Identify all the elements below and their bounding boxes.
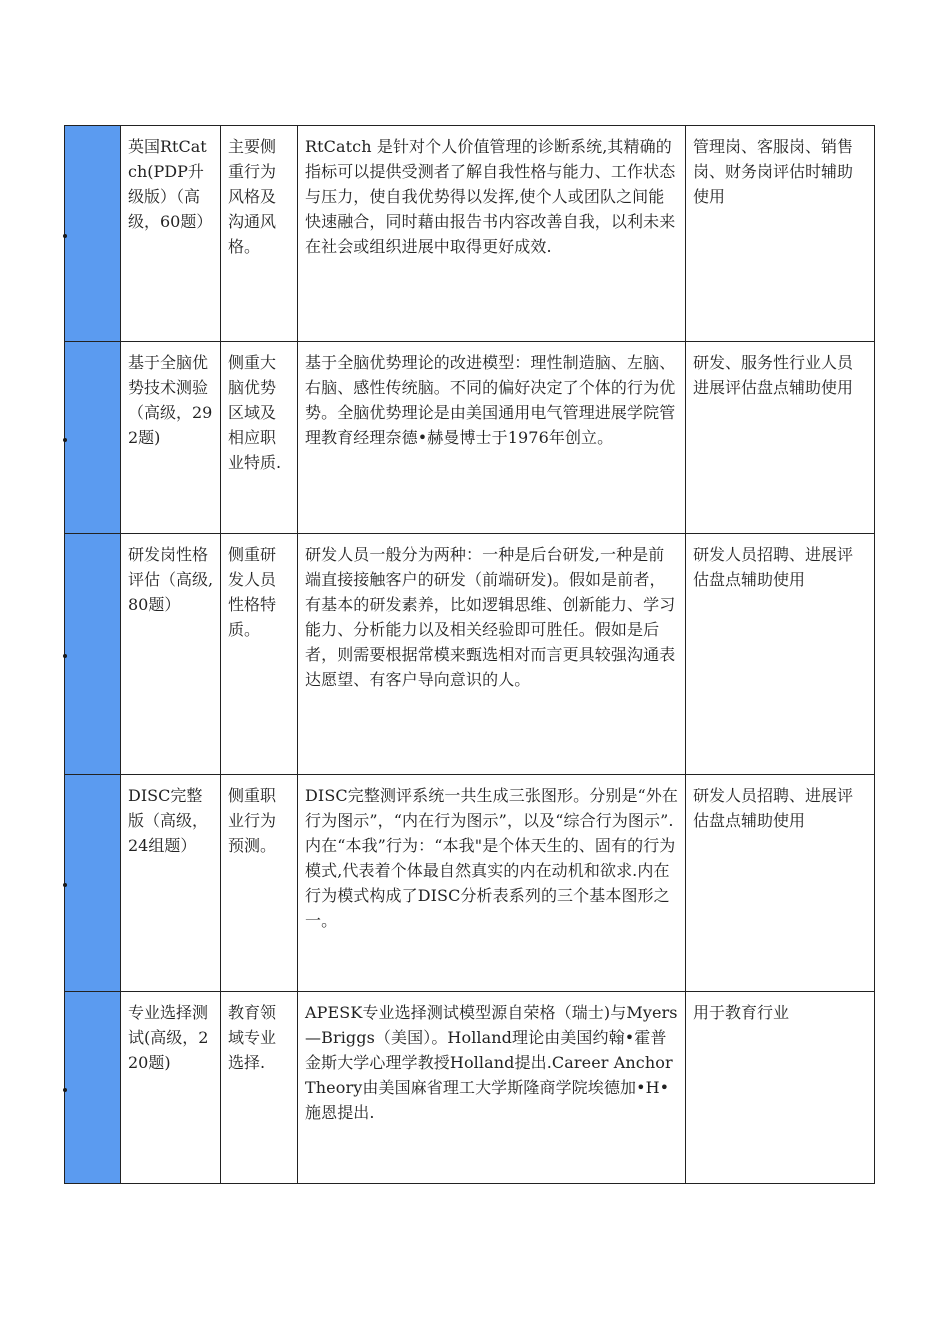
row-marker-cell — [65, 342, 121, 534]
bullet-icon — [63, 438, 67, 442]
row-marker-cell — [65, 126, 121, 342]
test-name-cell: 研发岗性格评估（高级,80题） — [121, 534, 221, 775]
bullet-icon — [63, 654, 67, 658]
row-marker-cell — [65, 534, 121, 775]
test-name-cell: 英国RtCatch(PDP升级版）（高级，60题） — [121, 126, 221, 342]
row-marker-cell — [65, 992, 121, 1184]
bullet-icon — [63, 234, 67, 238]
test-name-cell: 专业选择测试(高级，220题) — [121, 992, 221, 1184]
description-cell: RtCatch 是针对个人价值管理的诊断系统,其精确的指标可以提供受测者了解自我性格与能力、工作状态与压力，使自我优势得以发挥,使个人或团队之间能快速融合，同时藉由报告书内容改善自我，以利未来在社会或组织进展中取得更好成效. — [298, 126, 686, 342]
bullet-icon — [63, 1088, 67, 1092]
focus-cell: 侧重职业行为预测。 — [221, 775, 298, 992]
description-cell: DISC完整测评系统一共生成三张图形。分别是“外在行为图示”，“内在行为图示”，以及“综合行为图示”.内在“本我”行为：“本我"是个体天生的、固有的行为模式,代表着个体最自然真实的内在动机和欲求.内在行为模式构成了DISC分析表系列的三个基本图形之一。 — [298, 775, 686, 992]
usage-cell: 研发人员招聘、进展评估盘点辅助使用 — [686, 775, 875, 992]
usage-cell: 用于教育行业 — [686, 992, 875, 1184]
assessment-table — [64, 125, 875, 1184]
description-cell: 基于全脑优势理论的改进模型：理性制造脑、左脑、右脑、感性传统脑。不同的偏好决定了个体的行为优势。全脑优势理论是由美国通用电气管理进展学院管理教育经理奈德•赫曼博士于1976年创立。 — [298, 342, 686, 534]
description-cell: 研发人员一般分为两种：一种是后台研发,一种是前端直接接触客户的研发（前端研发)。假如是前者，有基本的研发素养，比如逻辑思维、创新能力、学习能力、分析能力以及相关经验即可胜任。假如是后者，则需要根据常模来甄选相对而言更具较强沟通表达愿望、有客户导向意识的人。 — [298, 534, 686, 775]
focus-cell: 侧重研发人员性格特质。 — [221, 534, 298, 775]
table-row — [65, 342, 875, 534]
table-row — [65, 534, 875, 775]
focus-cell: 教育领域专业选择. — [221, 992, 298, 1184]
usage-cell: 研发人员招聘、进展评估盘点辅助使用 — [686, 534, 875, 775]
focus-cell: 主要侧重行为风格及沟通风格。 — [221, 126, 298, 342]
test-name-cell: 基于全脑优势技术测验（高级，292题) — [121, 342, 221, 534]
table-row — [65, 126, 875, 342]
table-row — [65, 992, 875, 1184]
row-marker-cell — [65, 775, 121, 992]
table-row — [65, 775, 875, 992]
bullet-icon — [63, 883, 67, 887]
test-name-cell: DISC完整版（高级，24组题） — [121, 775, 221, 992]
description-cell: APESK专业选择测试模型源自荣格（瑞士)与Myers—Briggs（美国）。Holland理论由美国约翰•霍普金斯大学心理学教授Holland提出.Career Anchor Theory由美国麻省理工大学斯隆商学院埃德加•H•施恩提出. — [298, 992, 686, 1184]
focus-cell: 侧重大脑优势区域及相应职业特质. — [221, 342, 298, 534]
usage-cell: 管理岗、客服岗、销售岗、财务岗评估时辅助使用 — [686, 126, 875, 342]
usage-cell: 研发、服务性行业人员进展评估盘点辅助使用 — [686, 342, 875, 534]
